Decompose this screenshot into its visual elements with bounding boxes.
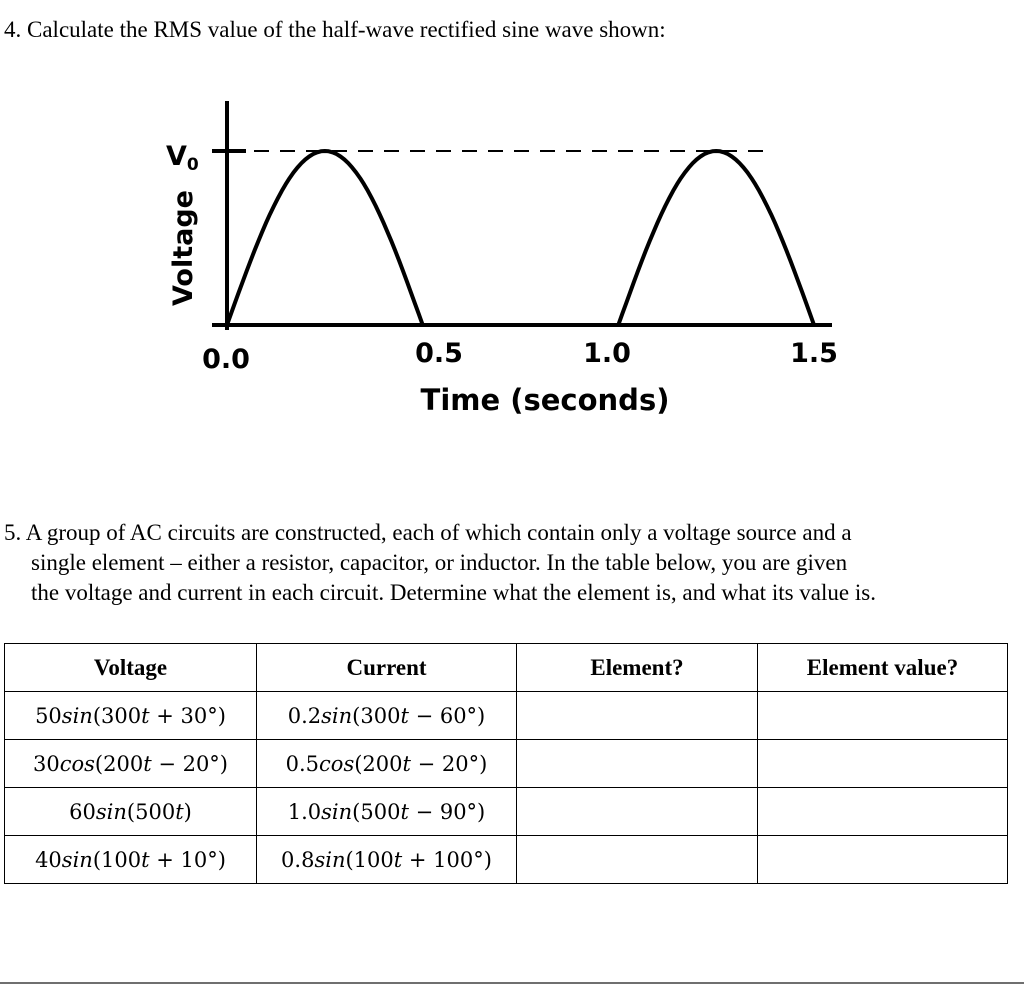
- table-header-row: [5, 644, 1008, 692]
- question-5-line-2: single element – either a resistor, capacitor, or inductor. In the table below, you are given: [31, 550, 848, 575]
- waveform-line: [227, 151, 814, 325]
- x-axis-label: Time (seconds): [420, 383, 670, 417]
- table-row: [5, 692, 1008, 740]
- rectified-sine-graph: [0, 0, 1024, 440]
- element-value-answer-cell[interactable]: [758, 692, 1008, 740]
- voltage-cell: 50sin(300t + 30°): [5, 692, 257, 740]
- current-cell: 0.5cos(200t − 20°): [257, 740, 517, 788]
- y-axis-label: Voltage: [168, 190, 199, 306]
- y-tick-label: V0: [166, 141, 199, 175]
- element-answer-cell[interactable]: [517, 692, 758, 740]
- element-value-answer-cell[interactable]: [758, 740, 1008, 788]
- header-voltage: Voltage: [5, 644, 257, 692]
- question-5-text: [4, 518, 1014, 608]
- page-bottom-rule: [0, 982, 1024, 984]
- question-5-line-3: the voltage and current in each circuit. Determine what the element is, and what its value is.: [31, 580, 876, 605]
- question-4-text: 4. Calculate the RMS value of the half-wave rectified sine wave shown:: [4, 17, 666, 42]
- current-cell: 1.0sin(500t − 90°): [257, 788, 517, 836]
- x-tick-0: 0.0: [202, 344, 250, 375]
- x-tick-3: 1.5: [790, 338, 838, 369]
- table-row: [5, 788, 1008, 836]
- table-row: [5, 740, 1008, 788]
- x-tick-1: 0.5: [415, 338, 463, 369]
- question-5-line-1: 5. A group of AC circuits are constructed, each of which contain only a voltage source and a: [4, 520, 852, 545]
- current-cell: 0.2sin(300t − 60°): [257, 692, 517, 740]
- element-value-answer-cell[interactable]: [758, 836, 1008, 884]
- current-cell: 0.8sin(100t + 100°): [257, 836, 517, 884]
- voltage-cell: 30cos(200t − 20°): [5, 740, 257, 788]
- header-current: Current: [257, 644, 517, 692]
- header-element: Element?: [517, 644, 758, 692]
- x-tick-2: 1.0: [583, 338, 631, 369]
- element-answer-cell[interactable]: [517, 836, 758, 884]
- table-row: [5, 836, 1008, 884]
- voltage-cell: 40sin(100t + 10°): [5, 836, 257, 884]
- element-answer-cell[interactable]: [517, 788, 758, 836]
- header-element-value: Element value?: [758, 644, 1008, 692]
- element-answer-cell[interactable]: [517, 740, 758, 788]
- circuit-table: [4, 643, 1008, 884]
- voltage-cell: 60sin(500t): [5, 788, 257, 836]
- element-value-answer-cell[interactable]: [758, 788, 1008, 836]
